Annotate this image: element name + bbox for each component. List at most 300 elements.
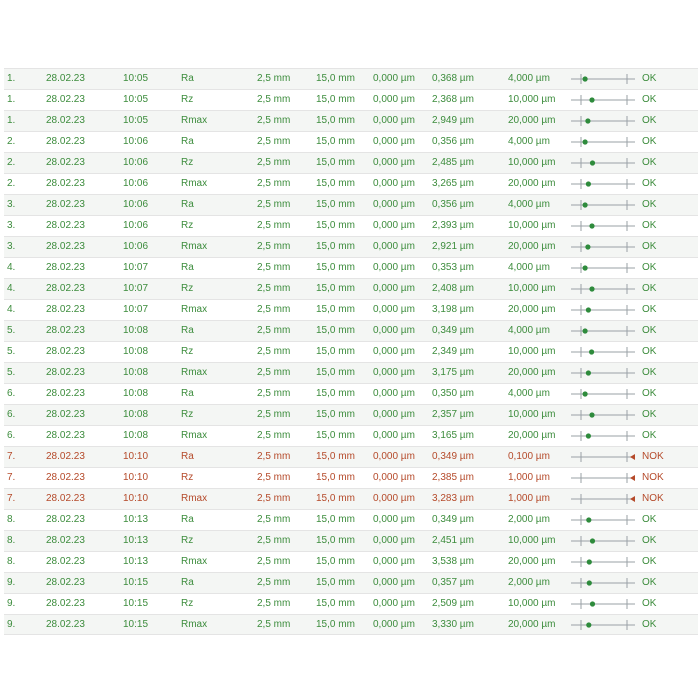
result-status: OK: [642, 535, 657, 546]
traverse-length-cell: 15,0 mm: [316, 430, 355, 441]
gauge-value-marker: [587, 559, 592, 564]
table-row[interactable]: [4, 488, 698, 509]
parameter-cell: Rz: [181, 409, 194, 420]
tolerance-gauge: [569, 365, 637, 381]
measured-value-cell: 2,949 µm: [432, 115, 474, 126]
upper-limit-cell: 1,000 µm: [508, 472, 550, 483]
measured-value-cell: 0,356 µm: [432, 136, 474, 147]
gauge-value-marker: [589, 223, 594, 228]
table-row[interactable]: [4, 320, 698, 341]
table-row[interactable]: [4, 215, 698, 236]
upper-limit-cell: 10,000 µm: [508, 409, 556, 420]
traverse-length-cell: 15,0 mm: [316, 115, 355, 126]
upper-limit-cell: 4,000 µm: [508, 388, 550, 399]
date-cell: 28.02.23: [46, 262, 85, 273]
measurement-number: 1.: [7, 115, 16, 126]
upper-limit-cell: 20,000 µm: [508, 430, 556, 441]
measured-value-cell: 0,349 µm: [432, 451, 474, 462]
measurement-number: 3.: [7, 241, 16, 252]
table-row[interactable]: [4, 194, 698, 215]
measured-value-cell: 2,349 µm: [432, 346, 474, 357]
cutoff-length-cell: 2,5 mm: [257, 388, 291, 399]
tolerance-gauge: [569, 155, 637, 171]
measurement-number: 7.: [7, 472, 16, 483]
time-cell: 10:07: [123, 262, 149, 273]
measurement-number: 6.: [7, 388, 16, 399]
traverse-length-cell: 15,0 mm: [316, 262, 355, 273]
date-cell: 28.02.23: [46, 220, 85, 231]
parameter-cell: Rmax: [181, 493, 208, 504]
table-row[interactable]: [4, 530, 698, 551]
time-cell: 10:15: [123, 619, 149, 630]
upper-limit-cell: 20,000 µm: [508, 178, 556, 189]
parameter-cell: Rz: [181, 535, 194, 546]
parameter-cell: Ra: [181, 73, 194, 84]
date-cell: 28.02.23: [46, 283, 85, 294]
upper-limit-cell: 1,000 µm: [508, 493, 550, 504]
result-status: OK: [642, 556, 657, 567]
date-cell: 28.02.23: [46, 94, 85, 105]
time-cell: 10:08: [123, 346, 149, 357]
traverse-length-cell: 15,0 mm: [316, 472, 355, 483]
table-row[interactable]: [4, 446, 698, 467]
upper-limit-cell: 20,000 µm: [508, 241, 556, 252]
measurement-number: 4.: [7, 283, 16, 294]
gauge-value-marker: [589, 97, 594, 102]
parameter-cell: Rz: [181, 157, 194, 168]
measurement-number: 9.: [7, 598, 16, 609]
upper-limit-cell: 20,000 µm: [508, 115, 556, 126]
table-row[interactable]: [4, 236, 698, 257]
cutoff-length-cell: 2,5 mm: [257, 598, 291, 609]
traverse-length-cell: 15,0 mm: [316, 556, 355, 567]
result-status: NOK: [642, 451, 664, 462]
tolerance-gauge: [569, 428, 637, 444]
cutoff-length-cell: 2,5 mm: [257, 430, 291, 441]
measurement-number: 2.: [7, 136, 16, 147]
measured-value-cell: 3,265 µm: [432, 178, 474, 189]
gauge-value-marker: [583, 76, 588, 81]
gauge-value-marker: [583, 139, 588, 144]
tolerance-gauge: [569, 239, 637, 255]
lower-limit-cell: 0,000 µm: [373, 430, 415, 441]
measured-value-cell: 3,165 µm: [432, 430, 474, 441]
lower-limit-cell: 0,000 µm: [373, 409, 415, 420]
lower-limit-cell: 0,000 µm: [373, 346, 415, 357]
parameter-cell: Rz: [181, 598, 194, 609]
table-row[interactable]: [4, 614, 698, 635]
upper-limit-cell: 20,000 µm: [508, 556, 556, 567]
table-row[interactable]: [4, 383, 698, 404]
traverse-length-cell: 15,0 mm: [316, 220, 355, 231]
date-cell: 28.02.23: [46, 346, 85, 357]
upper-limit-cell: 4,000 µm: [508, 136, 550, 147]
date-cell: 28.02.23: [46, 472, 85, 483]
parameter-cell: Rmax: [181, 241, 208, 252]
upper-limit-cell: 10,000 µm: [508, 157, 556, 168]
tolerance-gauge: [569, 92, 637, 108]
lower-limit-cell: 0,000 µm: [373, 451, 415, 462]
date-cell: 28.02.23: [46, 409, 85, 420]
measurement-number: 2.: [7, 157, 16, 168]
date-cell: 28.02.23: [46, 493, 85, 504]
time-cell: 10:05: [123, 73, 149, 84]
date-cell: 28.02.23: [46, 157, 85, 168]
time-cell: 10:06: [123, 220, 149, 231]
parameter-cell: Ra: [181, 325, 194, 336]
measurement-number: 9.: [7, 619, 16, 630]
date-cell: 28.02.23: [46, 136, 85, 147]
measured-value-cell: 3,330 µm: [432, 619, 474, 630]
measurement-number: 9.: [7, 577, 16, 588]
upper-limit-cell: 20,000 µm: [508, 304, 556, 315]
date-cell: 28.02.23: [46, 430, 85, 441]
measurement-table: [4, 68, 698, 635]
traverse-length-cell: 15,0 mm: [316, 577, 355, 588]
parameter-cell: Rmax: [181, 178, 208, 189]
table-row[interactable]: [4, 299, 698, 320]
traverse-length-cell: 15,0 mm: [316, 598, 355, 609]
result-status: OK: [642, 220, 657, 231]
tolerance-gauge: [569, 407, 637, 423]
measurement-number: 4.: [7, 262, 16, 273]
date-cell: 28.02.23: [46, 514, 85, 525]
parameter-cell: Ra: [181, 388, 194, 399]
tolerance-gauge: [569, 281, 637, 297]
time-cell: 10:05: [123, 115, 149, 126]
table-row[interactable]: [4, 278, 698, 299]
lower-limit-cell: 0,000 µm: [373, 199, 415, 210]
gauge-out-of-range-marker: [630, 475, 635, 481]
tolerance-gauge: [569, 176, 637, 192]
cutoff-length-cell: 2,5 mm: [257, 94, 291, 105]
time-cell: 10:13: [123, 514, 149, 525]
time-cell: 10:10: [123, 472, 149, 483]
tolerance-gauge: [569, 449, 637, 465]
measured-value-cell: 2,393 µm: [432, 220, 474, 231]
parameter-cell: Rmax: [181, 115, 208, 126]
date-cell: 28.02.23: [46, 556, 85, 567]
table-row[interactable]: [4, 131, 698, 152]
cutoff-length-cell: 2,5 mm: [257, 262, 291, 273]
gauge-value-marker: [586, 433, 591, 438]
table-row[interactable]: [4, 89, 698, 110]
gauge-value-marker: [586, 370, 591, 375]
measured-value-cell: 0,349 µm: [432, 325, 474, 336]
cutoff-length-cell: 2,5 mm: [257, 556, 291, 567]
date-cell: 28.02.23: [46, 619, 85, 630]
traverse-length-cell: 15,0 mm: [316, 493, 355, 504]
traverse-length-cell: 15,0 mm: [316, 535, 355, 546]
lower-limit-cell: 0,000 µm: [373, 556, 415, 567]
lower-limit-cell: 0,000 µm: [373, 136, 415, 147]
measured-value-cell: 2,385 µm: [432, 472, 474, 483]
lower-limit-cell: 0,000 µm: [373, 73, 415, 84]
traverse-length-cell: 15,0 mm: [316, 73, 355, 84]
measurement-number: 3.: [7, 199, 16, 210]
measurement-number: 4.: [7, 304, 16, 315]
measured-value-cell: 2,408 µm: [432, 283, 474, 294]
tolerance-gauge: [569, 134, 637, 150]
tolerance-gauge: [569, 491, 637, 507]
table-row[interactable]: [4, 593, 698, 614]
lower-limit-cell: 0,000 µm: [373, 157, 415, 168]
cutoff-length-cell: 2,5 mm: [257, 220, 291, 231]
traverse-length-cell: 15,0 mm: [316, 451, 355, 462]
date-cell: 28.02.23: [46, 73, 85, 84]
gauge-value-marker: [583, 265, 588, 270]
time-cell: 10:08: [123, 367, 149, 378]
upper-limit-cell: 20,000 µm: [508, 619, 556, 630]
measurement-number: 1.: [7, 94, 16, 105]
gauge-value-marker: [589, 349, 594, 354]
measurement-number: 8.: [7, 556, 16, 567]
table-row[interactable]: [4, 257, 698, 278]
date-cell: 28.02.23: [46, 577, 85, 588]
lower-limit-cell: 0,000 µm: [373, 178, 415, 189]
table-row[interactable]: [4, 572, 698, 593]
parameter-cell: Rz: [181, 220, 194, 231]
measured-value-cell: 2,357 µm: [432, 409, 474, 420]
traverse-length-cell: 15,0 mm: [316, 94, 355, 105]
table-row[interactable]: [4, 173, 698, 194]
result-status: OK: [642, 388, 657, 399]
traverse-length-cell: 15,0 mm: [316, 241, 355, 252]
parameter-cell: Ra: [181, 514, 194, 525]
parameter-cell: Rmax: [181, 430, 208, 441]
measured-value-cell: 3,198 µm: [432, 304, 474, 315]
traverse-length-cell: 15,0 mm: [316, 514, 355, 525]
parameter-cell: Rmax: [181, 367, 208, 378]
lower-limit-cell: 0,000 µm: [373, 514, 415, 525]
measured-value-cell: 2,485 µm: [432, 157, 474, 168]
gauge-value-marker: [590, 601, 595, 606]
lower-limit-cell: 0,000 µm: [373, 535, 415, 546]
time-cell: 10:06: [123, 157, 149, 168]
tolerance-gauge: [569, 197, 637, 213]
result-status: OK: [642, 409, 657, 420]
upper-limit-cell: 4,000 µm: [508, 325, 550, 336]
measurement-number: 5.: [7, 325, 16, 336]
measurement-number: 1.: [7, 73, 16, 84]
table-row[interactable]: [4, 341, 698, 362]
upper-limit-cell: 4,000 µm: [508, 73, 550, 84]
lower-limit-cell: 0,000 µm: [373, 262, 415, 273]
tolerance-gauge: [569, 533, 637, 549]
traverse-length-cell: 15,0 mm: [316, 157, 355, 168]
time-cell: 10:06: [123, 178, 149, 189]
measurement-number: 5.: [7, 346, 16, 357]
parameter-cell: Rmax: [181, 619, 208, 630]
date-cell: 28.02.23: [46, 178, 85, 189]
parameter-cell: Ra: [181, 199, 194, 210]
result-status: OK: [642, 430, 657, 441]
measurement-number: 7.: [7, 493, 16, 504]
gauge-value-marker: [586, 622, 591, 627]
upper-limit-cell: 10,000 µm: [508, 94, 556, 105]
cutoff-length-cell: 2,5 mm: [257, 619, 291, 630]
lower-limit-cell: 0,000 µm: [373, 493, 415, 504]
gauge-value-marker: [583, 202, 588, 207]
result-status: OK: [642, 262, 657, 273]
date-cell: 28.02.23: [46, 304, 85, 315]
tolerance-gauge: [569, 71, 637, 87]
parameter-cell: Rz: [181, 94, 194, 105]
gauge-value-marker: [586, 307, 591, 312]
parameter-cell: Rmax: [181, 304, 208, 315]
upper-limit-cell: 10,000 µm: [508, 283, 556, 294]
measured-value-cell: 0,349 µm: [432, 514, 474, 525]
result-status: OK: [642, 199, 657, 210]
gauge-value-marker: [589, 286, 594, 291]
cutoff-length-cell: 2,5 mm: [257, 73, 291, 84]
table-row[interactable]: [4, 152, 698, 173]
parameter-cell: Rz: [181, 346, 194, 357]
gauge-value-marker: [586, 517, 591, 522]
time-cell: 10:08: [123, 388, 149, 399]
parameter-cell: Ra: [181, 577, 194, 588]
table-row[interactable]: [4, 362, 698, 383]
cutoff-length-cell: 2,5 mm: [257, 178, 291, 189]
table-row[interactable]: [4, 404, 698, 425]
table-row[interactable]: [4, 467, 698, 488]
lower-limit-cell: 0,000 µm: [373, 472, 415, 483]
lower-limit-cell: 0,000 µm: [373, 304, 415, 315]
gauge-value-marker: [583, 328, 588, 333]
cutoff-length-cell: 2,5 mm: [257, 409, 291, 420]
time-cell: 10:15: [123, 577, 149, 588]
lower-limit-cell: 0,000 µm: [373, 577, 415, 588]
table-row[interactable]: [4, 425, 698, 446]
upper-limit-cell: 10,000 µm: [508, 598, 556, 609]
tolerance-gauge: [569, 386, 637, 402]
time-cell: 10:07: [123, 304, 149, 315]
tolerance-gauge: [569, 302, 637, 318]
upper-limit-cell: 4,000 µm: [508, 199, 550, 210]
tolerance-gauge: [569, 344, 637, 360]
traverse-length-cell: 15,0 mm: [316, 178, 355, 189]
cutoff-length-cell: 2,5 mm: [257, 577, 291, 588]
time-cell: 10:08: [123, 409, 149, 420]
tolerance-gauge: [569, 113, 637, 129]
upper-limit-cell: 20,000 µm: [508, 367, 556, 378]
parameter-cell: Ra: [181, 262, 194, 273]
measured-value-cell: 2,451 µm: [432, 535, 474, 546]
lower-limit-cell: 0,000 µm: [373, 220, 415, 231]
cutoff-length-cell: 2,5 mm: [257, 493, 291, 504]
cutoff-length-cell: 2,5 mm: [257, 283, 291, 294]
cutoff-length-cell: 2,5 mm: [257, 325, 291, 336]
traverse-length-cell: 15,0 mm: [316, 367, 355, 378]
time-cell: 10:05: [123, 94, 149, 105]
date-cell: 28.02.23: [46, 598, 85, 609]
parameter-cell: Rz: [181, 472, 194, 483]
table-row[interactable]: [4, 110, 698, 131]
measured-value-cell: 0,357 µm: [432, 577, 474, 588]
measurement-number: 6.: [7, 430, 16, 441]
date-cell: 28.02.23: [46, 115, 85, 126]
cutoff-length-cell: 2,5 mm: [257, 136, 291, 147]
measurement-number: 8.: [7, 535, 16, 546]
tolerance-gauge: [569, 575, 637, 591]
result-status: NOK: [642, 493, 664, 504]
upper-limit-cell: 0,100 µm: [508, 451, 550, 462]
gauge-value-marker: [586, 181, 591, 186]
time-cell: 10:13: [123, 556, 149, 567]
time-cell: 10:13: [123, 535, 149, 546]
lower-limit-cell: 0,000 µm: [373, 283, 415, 294]
tolerance-gauge: [569, 617, 637, 633]
gauge-value-marker: [590, 538, 595, 543]
tolerance-gauge: [569, 260, 637, 276]
time-cell: 10:10: [123, 493, 149, 504]
upper-limit-cell: 10,000 µm: [508, 535, 556, 546]
table-row[interactable]: [4, 509, 698, 530]
measured-value-cell: 2,509 µm: [432, 598, 474, 609]
result-status: OK: [642, 619, 657, 630]
gauge-value-marker: [583, 391, 588, 396]
tolerance-gauge: [569, 470, 637, 486]
cutoff-length-cell: 2,5 mm: [257, 157, 291, 168]
result-status: OK: [642, 577, 657, 588]
upper-limit-cell: 2,000 µm: [508, 577, 550, 588]
measurement-number: 3.: [7, 220, 16, 231]
parameter-cell: Rz: [181, 283, 194, 294]
date-cell: 28.02.23: [46, 241, 85, 252]
lower-limit-cell: 0,000 µm: [373, 619, 415, 630]
time-cell: 10:06: [123, 199, 149, 210]
tolerance-gauge: [569, 218, 637, 234]
measured-value-cell: 0,353 µm: [432, 262, 474, 273]
traverse-length-cell: 15,0 mm: [316, 619, 355, 630]
measured-value-cell: 0,350 µm: [432, 388, 474, 399]
parameter-cell: Rmax: [181, 556, 208, 567]
tolerance-gauge: [569, 512, 637, 528]
date-cell: 28.02.23: [46, 325, 85, 336]
gauge-value-marker: [590, 160, 595, 165]
cutoff-length-cell: 2,5 mm: [257, 367, 291, 378]
cutoff-length-cell: 2,5 mm: [257, 304, 291, 315]
date-cell: 28.02.23: [46, 199, 85, 210]
result-status: OK: [642, 346, 657, 357]
measured-value-cell: 0,356 µm: [432, 199, 474, 210]
table-row[interactable]: [4, 551, 698, 572]
tolerance-gauge: [569, 323, 637, 339]
cutoff-length-cell: 2,5 mm: [257, 535, 291, 546]
cutoff-length-cell: 2,5 mm: [257, 346, 291, 357]
table-row[interactable]: [4, 68, 698, 89]
traverse-length-cell: 15,0 mm: [316, 136, 355, 147]
result-status: OK: [642, 73, 657, 84]
measurement-number: 6.: [7, 409, 16, 420]
result-status: OK: [642, 367, 657, 378]
measured-value-cell: 3,538 µm: [432, 556, 474, 567]
result-status: OK: [642, 178, 657, 189]
result-status: OK: [642, 241, 657, 252]
tolerance-gauge: [569, 554, 637, 570]
gauge-out-of-range-marker: [630, 454, 635, 460]
result-status: OK: [642, 304, 657, 315]
result-status: OK: [642, 136, 657, 147]
measurement-number: 5.: [7, 367, 16, 378]
cutoff-length-cell: 2,5 mm: [257, 115, 291, 126]
lower-limit-cell: 0,000 µm: [373, 115, 415, 126]
measured-value-cell: 3,175 µm: [432, 367, 474, 378]
measured-value-cell: 2,368 µm: [432, 94, 474, 105]
traverse-length-cell: 15,0 mm: [316, 283, 355, 294]
result-status: NOK: [642, 472, 664, 483]
time-cell: 10:06: [123, 241, 149, 252]
